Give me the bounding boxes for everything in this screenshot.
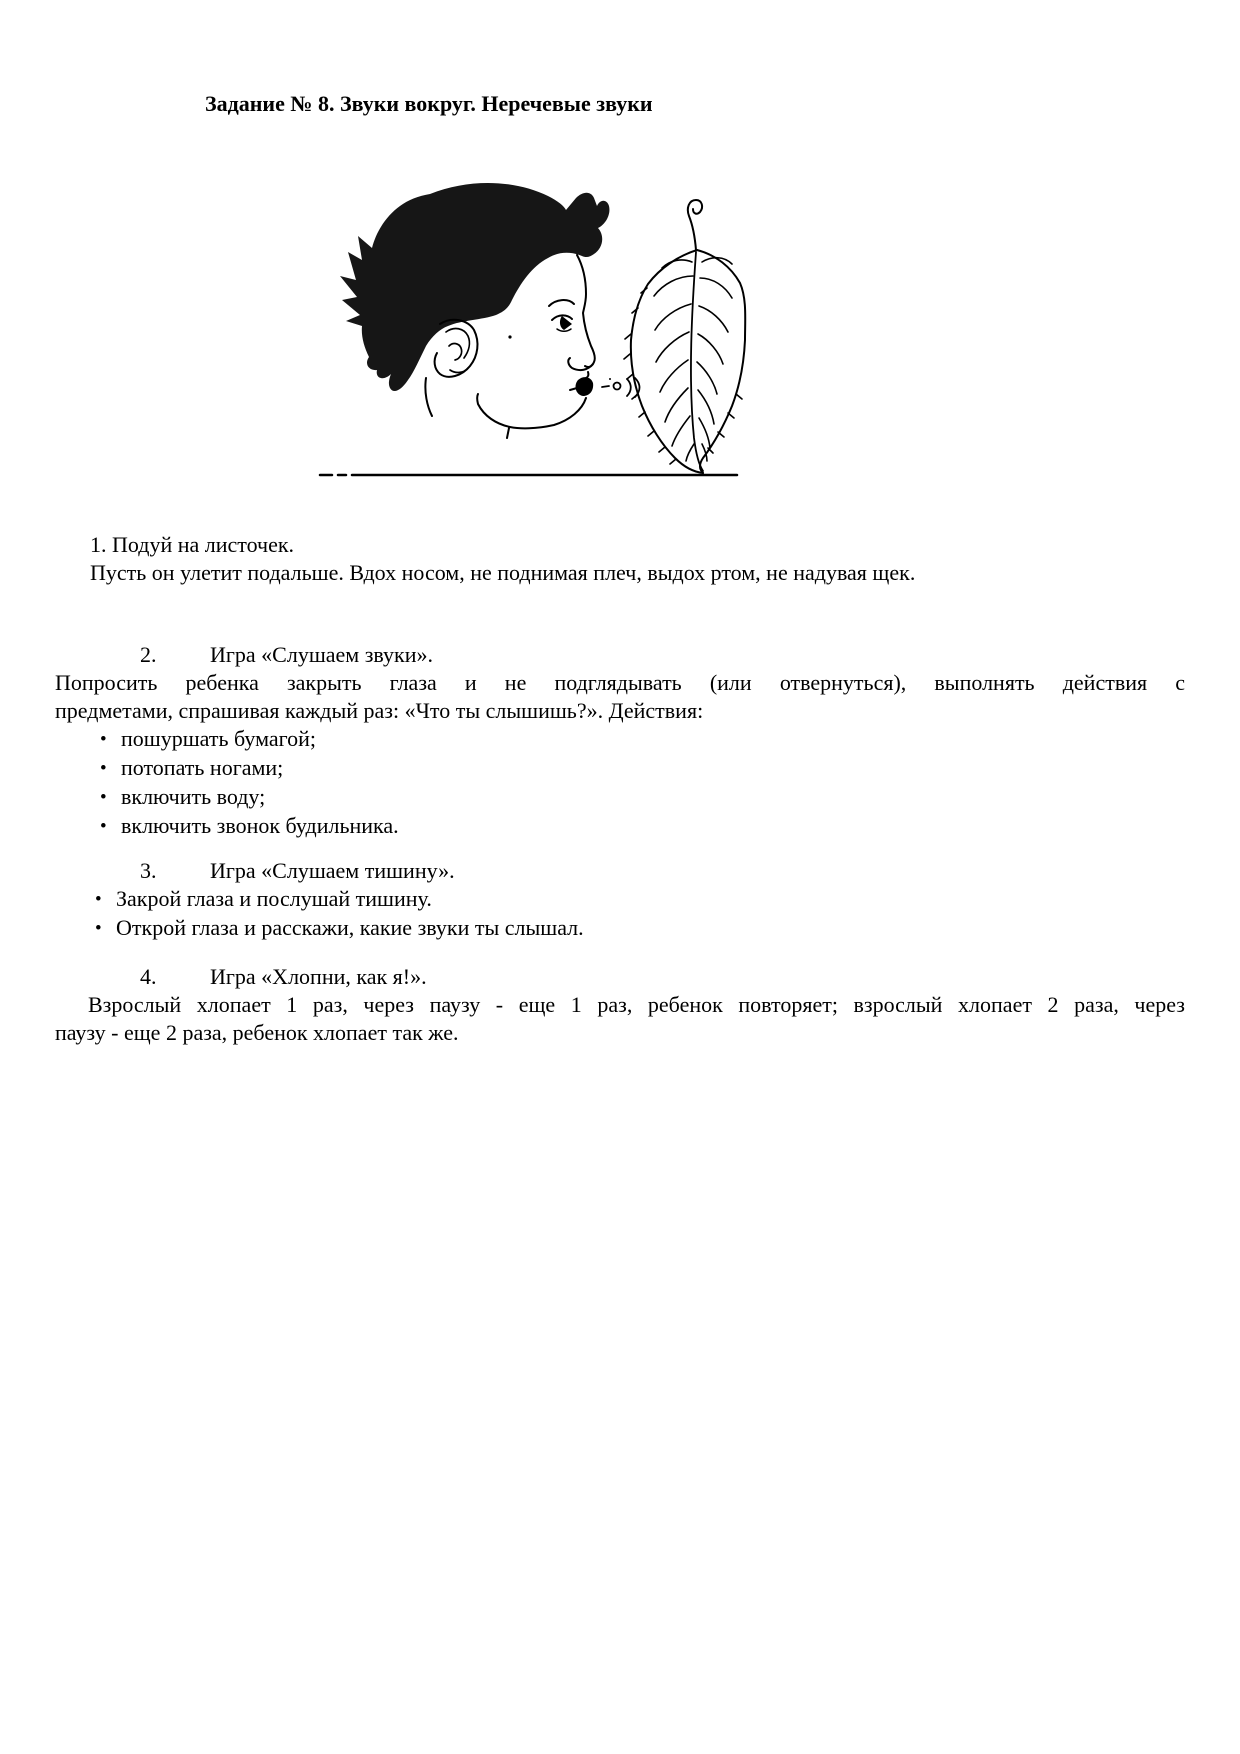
bullet-text: Закрой глаза и послушай тишину. [116,886,432,911]
exercise-3-title: Игра «Слушаем тишину». [210,858,455,883]
bullet-text: Открой глаза и расскажи, какие звуки ты слышал. [116,915,584,940]
bullet-icon: • [95,918,102,939]
cheek-dot-art [508,335,511,338]
exercise-4-title: Игра «Хлопни, как я!». [210,964,427,989]
exercise-3-bullet-list [55,885,1185,943]
exercise-3-heading [55,857,1185,885]
leaf-art [624,200,745,473]
exercise-2-title: Игра «Слушаем звуки». [210,642,434,667]
bullet-text: включить воду; [121,784,266,809]
exercise-4-heading [55,963,1185,991]
exercise-1-heading: 1. Подуй на листочек. [90,532,295,557]
leaf-serration-art [624,288,742,464]
bullet-text: включить звонок будильника. [121,813,399,838]
list-item [100,812,1185,841]
list-item [100,754,1185,783]
list-item [100,783,1185,812]
page-title: Задание № 8. Звуки вокруг. Неречевые звуки [205,91,653,116]
exercise-2-bullet-list [55,725,1185,841]
bullet-text: пошуршать бумагой; [121,726,316,751]
child-lips-art [576,377,594,396]
exercise-1-body: Пусть он улетит подальше. Вдох носом, не поднимая плеч, выдох ртом, не надувая щек. [90,560,916,585]
list-item [100,725,1185,754]
bullet-icon: • [95,889,102,910]
list-item [95,914,1185,943]
bullet-icon: • [100,816,107,837]
exercise-4-number: 4. [140,964,157,989]
exercise-4-paragraph-line-1: Взрослый хлопает 1 раз, через паузу - еще 1 раз, ребенок повторяет; взрослый хлопает 2 раза, через [88,992,1185,1017]
exercise-2-paragraph-line-2: предметами, спрашивая каждый раз: «Что ты слышишь?». Действия: [55,698,704,723]
bullet-icon: • [100,729,107,750]
exercise-4-paragraph-line-2: паузу - еще 2 раза, ребенок хлопает так же. [55,1020,459,1045]
section-exercise-1 [55,531,1185,587]
bullet-text: потопать ногами; [121,755,284,780]
bullet-icon: • [100,758,107,779]
exercise-4-paragraph [55,991,1185,1047]
exercise-2-number: 2. [140,642,157,667]
list-item [95,885,1185,914]
exercise-3-number: 3. [140,858,157,883]
child-blowing-leaf-illustration [300,148,760,488]
exercise-2-paragraph-line-1: Попросить ребенка закрыть глаза и не подглядывать (или отвернуться), выполнять действия с [55,670,1185,695]
exercise-2-heading [55,641,1185,669]
exercise-2-paragraph [55,669,1185,725]
bullet-icon: • [100,787,107,808]
